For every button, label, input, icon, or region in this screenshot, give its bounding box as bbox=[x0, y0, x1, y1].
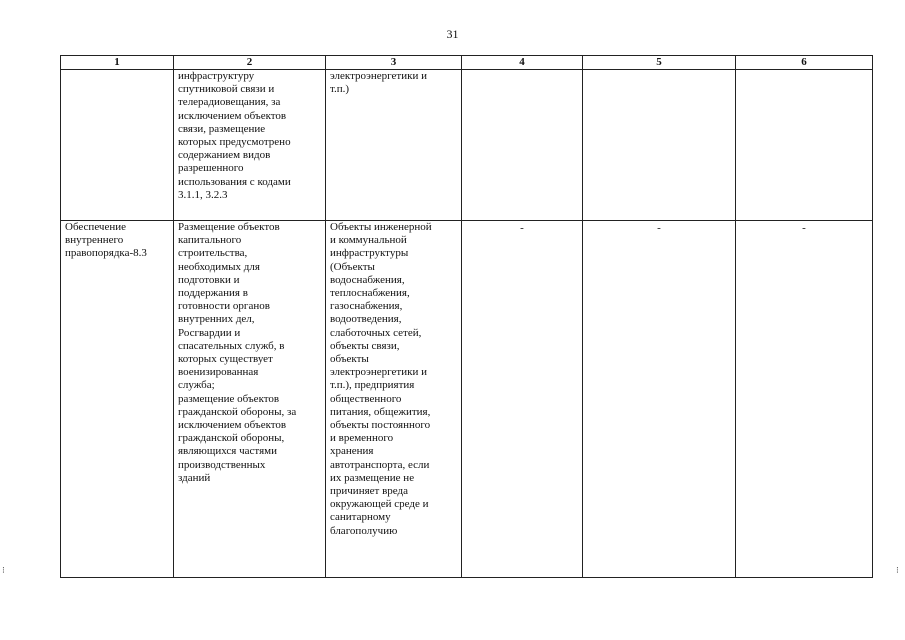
table-cell bbox=[174, 221, 326, 578]
left-edge-mark: ⁝ bbox=[2, 565, 5, 575]
table-cell bbox=[61, 70, 174, 221]
table-row bbox=[61, 221, 873, 578]
table-cell bbox=[326, 70, 462, 221]
right-edge-mark: ⁝ bbox=[896, 565, 899, 575]
cell-text: Обеспечение внутреннего правопорядка-8.3 bbox=[65, 221, 147, 260]
table-cell bbox=[462, 70, 583, 221]
column-header-4: 4 bbox=[462, 56, 583, 70]
cell-text: Размещение объектов капитального строительства, необходимых для подготовки и поддержания в готовности органов внутренних дел, Росгвардии и спасательных служб, в которых существует военизированная служба; размещение объектов гражданской обороны, за исключением объектов гражданской обороны, являющихся частями производственных зданий bbox=[178, 221, 297, 484]
cell-text: электроэнергетики и т.п.) bbox=[330, 70, 427, 96]
table-cell bbox=[174, 70, 326, 221]
table-cell bbox=[736, 221, 873, 578]
column-header-2: 2 bbox=[174, 56, 326, 70]
table-cell bbox=[583, 70, 736, 221]
column-header-1: 1 bbox=[61, 56, 174, 70]
page-number: 31 bbox=[446, 27, 459, 41]
table-cell bbox=[583, 221, 736, 578]
column-header-5: 5 bbox=[583, 56, 736, 70]
document-table bbox=[60, 55, 873, 578]
table-row bbox=[61, 70, 873, 221]
cell-text: Объекты инженерной и коммунальной инфраструктуры (Объекты водоснабжения, теплоснабжения, газоснабжения, водоотведения, слаботочных сетей, объекты связи, объекты электроэнергетики и т.п.), предприятия общественного питания, общежития, объекты постоянного и временного хранения автотранспорта, если их размещение не причиняет вреда окружающей среде и санитарному благополучию bbox=[330, 221, 432, 537]
dash-mark: - bbox=[657, 222, 661, 234]
column-header-6: 6 bbox=[736, 56, 873, 70]
table-header-row bbox=[61, 56, 873, 70]
table-cell bbox=[736, 70, 873, 221]
column-header-3: 3 bbox=[326, 56, 462, 70]
cell-text: инфраструктуру спутниковой связи и телерадиовещания, за исключением объектов связи, размещение которых предусмотрено содержанием видов разрешенного использования с кодами 3.1.1, 3.2.3 bbox=[178, 70, 291, 201]
table-cell bbox=[326, 221, 462, 578]
table-cell bbox=[61, 221, 174, 578]
dash-mark: - bbox=[520, 222, 524, 234]
dash-mark: - bbox=[802, 222, 806, 234]
table-cell bbox=[462, 221, 583, 578]
